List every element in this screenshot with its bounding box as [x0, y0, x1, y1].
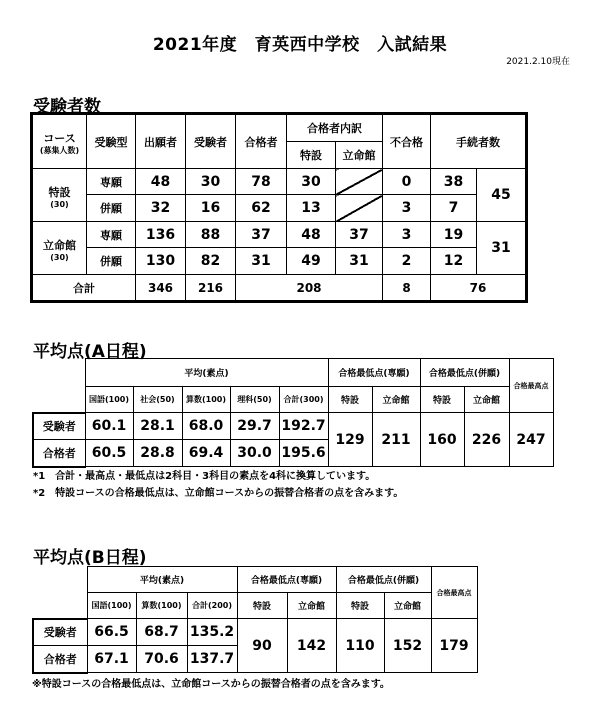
failed-cell: 3: [383, 195, 431, 222]
max-header: 合格最高点: [509, 359, 553, 413]
passed-cell: 78: [236, 169, 287, 195]
ritsumeikan-header: 立命館: [384, 593, 431, 619]
failed-cell: 2: [383, 248, 431, 275]
min-score-cell: 110: [336, 619, 384, 673]
as-of-date: 2021.2.10現在: [506, 57, 570, 67]
score-cell: 135.2: [187, 619, 237, 646]
ritsumeikan-cell: 31: [336, 248, 383, 275]
failed-cell: 0: [383, 169, 431, 195]
max-score-cell: 247: [509, 413, 553, 467]
subject-header: 社会(50): [133, 387, 182, 413]
tokusetsu-cell: 49: [287, 248, 336, 275]
b-schedule-table: [32, 566, 478, 674]
total-row: [33, 275, 526, 301]
header-passed: 合格者: [236, 115, 287, 169]
header-examined: 受験者: [186, 115, 236, 169]
score-cell: 28.8: [133, 440, 182, 467]
subject-header: 国語(100): [85, 387, 133, 413]
max-score-cell: 179: [431, 619, 477, 673]
header-type: 受験型: [87, 115, 136, 169]
total-passed: 208: [236, 275, 383, 301]
row-label: 受験者: [33, 619, 87, 646]
min-score-cell: 152: [384, 619, 431, 673]
total-applied: 346: [136, 275, 186, 301]
passed-cell: 37: [236, 222, 287, 248]
passed-cell: 31: [236, 248, 287, 275]
subject-header: 国語(100): [87, 593, 136, 619]
applied-cell: 32: [136, 195, 186, 222]
b-note: ※特設コースの合格最低点は、立命館コースからの振替合格者の点を含みます。: [32, 679, 390, 690]
score-cell: 69.4: [182, 440, 230, 467]
min-score-cell: 142: [287, 619, 336, 673]
applied-cell: 48: [136, 169, 186, 195]
blank-corner: [33, 567, 87, 593]
header-tokusetsu: 特設: [287, 142, 336, 169]
header-ritsumeikan: 立命館: [336, 142, 383, 169]
header-course: コース (募集人数): [33, 115, 87, 169]
score-cell: 67.1: [87, 646, 136, 673]
empty-diagonal-cell: [336, 195, 383, 222]
subject-header: 合計(200): [187, 593, 237, 619]
type-cell: 専願: [87, 222, 136, 248]
page-title: 2021年度 育英西中学校 入試結果: [152, 35, 448, 55]
total-examined: 216: [186, 275, 236, 301]
tokusetsu-header: 特設: [328, 387, 372, 413]
table-row: [33, 619, 477, 646]
ritsumeikan-cell: 37: [336, 222, 383, 248]
row-label: 合格者: [33, 440, 85, 467]
type-cell: 併願: [87, 248, 136, 275]
blank-corner: [33, 359, 85, 387]
table-row: [33, 169, 526, 195]
course-cell: 立命館 (30): [33, 222, 87, 275]
score-cell: 60.1: [85, 413, 133, 440]
score-cell: 70.6: [136, 646, 187, 673]
table-row: [33, 222, 526, 248]
score-cell: 29.7: [230, 413, 279, 440]
blank-corner: [33, 593, 87, 619]
examined-cell: 16: [186, 195, 236, 222]
a-schedule-heading: 平均点(A日程): [33, 342, 147, 362]
ritsumeikan-header: 立命館: [287, 593, 336, 619]
tokusetsu-cell: 13: [287, 195, 336, 222]
blank-corner: [33, 387, 85, 413]
type-cell: 専願: [87, 169, 136, 195]
ritsumeikan-header: 立命館: [464, 387, 509, 413]
subject-header: 算数(100): [182, 387, 230, 413]
header-breakdown: 合格者内訳: [287, 115, 383, 142]
row-label: 合格者: [33, 646, 87, 673]
min-score-cell: 226: [464, 413, 509, 467]
score-cell: 30.0: [230, 440, 279, 467]
course-cell: 特設 (30): [33, 169, 87, 222]
tokusetsu-cell: 30: [287, 169, 336, 195]
b-schedule-heading: 平均点(B日程): [33, 548, 147, 568]
empty-diagonal-cell: [336, 169, 383, 195]
min-score-cell: 160: [420, 413, 464, 467]
table-row: [33, 195, 526, 222]
max-header: 合格最高点: [431, 567, 477, 619]
applied-cell: 130: [136, 248, 186, 275]
score-cell: 195.6: [279, 440, 328, 467]
ritsumeikan-header: 立命館: [372, 387, 420, 413]
min-sengan-header: 合格最低点(専願): [328, 359, 420, 387]
row-label: 受験者: [33, 413, 85, 440]
enrolled-cell: 38: [431, 169, 477, 195]
tokusetsu-cell: 48: [287, 222, 336, 248]
applied-cell: 136: [136, 222, 186, 248]
score-cell: 137.7: [187, 646, 237, 673]
examined-cell: 82: [186, 248, 236, 275]
score-cell: 66.5: [87, 619, 136, 646]
enrolled-cell: 12: [431, 248, 477, 275]
applicants-heading: 受験者数: [33, 97, 101, 117]
header-enrolled: 手続者数: [431, 115, 526, 169]
score-cell: 68.0: [182, 413, 230, 440]
a-schedule-table: [32, 358, 554, 468]
subject-header: 算数(100): [136, 593, 187, 619]
applicants-table: [32, 114, 526, 301]
header-failed: 不合格: [383, 115, 431, 169]
table-row: [33, 413, 553, 440]
avg-header: 平均(素点): [85, 359, 328, 387]
examined-cell: 30: [186, 169, 236, 195]
header-applied: 出願者: [136, 115, 186, 169]
min-heigan-header: 合格最低点(併願): [420, 359, 509, 387]
subject-header: 理科(50): [230, 387, 279, 413]
enrolled-cell: 19: [431, 222, 477, 248]
note-1: *1 合計・最高点・最低点は2科目・3科目の素点を4科に換算しています。: [33, 471, 376, 482]
table-row: [33, 248, 526, 275]
score-cell: 28.1: [133, 413, 182, 440]
min-heigan-header: 合格最低点(併願): [336, 567, 431, 593]
avg-header: 平均(素点): [87, 567, 237, 593]
total-enrolled: 76: [431, 275, 526, 301]
min-score-cell: 90: [237, 619, 287, 673]
enrolled-cell: 7: [431, 195, 477, 222]
score-cell: 60.5: [85, 440, 133, 467]
tokusetsu-header: 特設: [237, 593, 287, 619]
failed-cell: 3: [383, 222, 431, 248]
examined-cell: 88: [186, 222, 236, 248]
min-score-cell: 211: [372, 413, 420, 467]
total-label: 合計: [33, 275, 136, 301]
type-cell: 併願: [87, 195, 136, 222]
passed-cell: 62: [236, 195, 287, 222]
subject-header: 合計(300): [279, 387, 328, 413]
tokusetsu-header: 特設: [420, 387, 464, 413]
enrolled-total-cell: 31: [477, 222, 526, 275]
tokusetsu-header: 特設: [336, 593, 384, 619]
min-score-cell: 129: [328, 413, 372, 467]
enrolled-total-cell: 45: [477, 169, 526, 222]
total-failed: 8: [383, 275, 431, 301]
score-cell: 68.7: [136, 619, 187, 646]
min-sengan-header: 合格最低点(専願): [237, 567, 336, 593]
score-cell: 192.7: [279, 413, 328, 440]
note-2: *2 特設コースの合格最低点は、立命館コースからの振替合格者の点を含みます。: [33, 488, 404, 499]
